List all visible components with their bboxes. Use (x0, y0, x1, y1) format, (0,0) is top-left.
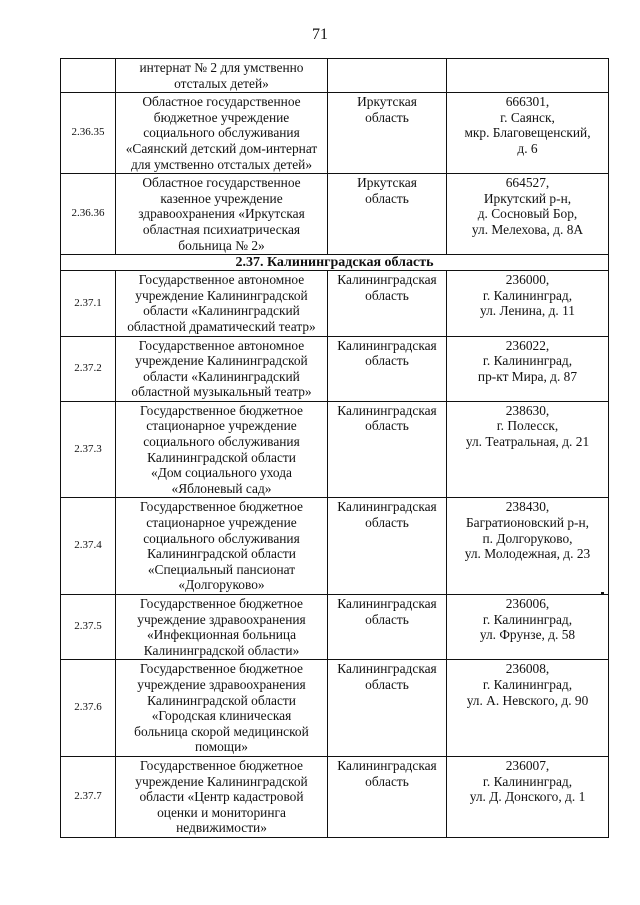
name-line: областной музыкальный театр» (131, 384, 312, 400)
institution-name-cell (116, 93, 328, 174)
address-line: ул. Д. Донского, д. 1 (469, 789, 586, 805)
row-number: 2.37.7 (61, 756, 116, 837)
region-line: Иркутская (357, 94, 417, 110)
name-line: Государственное бюджетное (140, 499, 303, 515)
region-line: Калининградская (337, 272, 437, 288)
name-line: «Инфекционная больница (146, 627, 297, 643)
name-line: помощи» (195, 739, 248, 755)
row-number: 2.36.36 (61, 174, 116, 255)
address-cell (447, 59, 609, 93)
address-line: г. Саянск, (500, 109, 555, 125)
address-cell (447, 174, 609, 255)
region-cell (328, 756, 447, 837)
region-line: Калининградская (337, 499, 437, 515)
name-line: Государственное бюджетное (140, 757, 303, 773)
address-line: ул. Мелехова, д. 8А (471, 221, 584, 237)
name-line: области «Калининградский (143, 368, 300, 384)
region-line: область (365, 353, 409, 369)
address-line: 236007, (505, 757, 550, 773)
address-cell (447, 756, 609, 837)
region-line: область (365, 676, 409, 692)
name-line: «Городская клиническая (151, 708, 292, 724)
name-line: Калининградской области (147, 546, 296, 562)
row-number (61, 59, 116, 93)
region-line: Калининградская (337, 402, 437, 418)
name-line: бюджетное учреждение (153, 109, 290, 125)
table-row (61, 498, 609, 595)
table-row (61, 336, 609, 401)
rows-before-section (61, 59, 609, 255)
address-line: 238430, (505, 499, 550, 515)
row-number: 2.37.1 (61, 271, 116, 336)
table-row (61, 59, 609, 93)
name-line: казенное учреждение (160, 190, 283, 206)
row-number: 2.36.35 (61, 93, 116, 174)
address-line: г. Калининград, (482, 773, 573, 789)
region-line: область (365, 515, 409, 531)
name-line: учреждение Калининградской (135, 287, 308, 303)
name-line: Государственное бюджетное (140, 402, 303, 418)
address-line: 236006, (505, 596, 550, 611)
name-line: Калининградской области (147, 449, 296, 465)
name-line: отсталых детей» (174, 75, 269, 91)
table-row (61, 174, 609, 255)
row-number: 2.37.3 (61, 401, 116, 498)
page-number: 71 (312, 26, 328, 43)
address-line: г. Калининград, (482, 287, 573, 303)
address-line: 236022, (505, 337, 550, 353)
name-line: для умственно отсталых детей» (130, 156, 313, 172)
name-line: областной драматический театр» (127, 318, 316, 334)
address-line: ул. Фрунзе, д. 58 (479, 627, 576, 643)
section-title: 2.37. Калининградская область (61, 255, 609, 271)
region-cell (328, 174, 447, 255)
table-row (61, 756, 609, 837)
row-number: 2.37.4 (61, 498, 116, 595)
address-cell (447, 336, 609, 401)
region-line: Калининградская (337, 596, 437, 611)
region-line: область (365, 287, 409, 303)
region-cell (328, 595, 447, 660)
address-line: пр-кт Мира, д. 87 (477, 368, 578, 384)
region-cell (328, 336, 447, 401)
address-line: 238630, (505, 402, 550, 418)
address-line: г. Калининград, (482, 676, 573, 692)
name-line: стационарное учреждение (146, 418, 297, 434)
margin-mark (601, 592, 604, 594)
section-title-row (61, 255, 609, 271)
region-line: область (365, 611, 409, 627)
name-line: оценки и мониторинга (157, 804, 286, 820)
region-line: Иркутская (357, 175, 417, 191)
table-row (61, 660, 609, 757)
name-line: социального обслуживания (143, 530, 300, 546)
name-line: области «Калининградский (143, 303, 300, 319)
address-line: д. Сосновый Бор, (477, 206, 578, 222)
name-line: учреждение здравоохранения (137, 611, 306, 627)
region-line: Калининградская (337, 661, 437, 677)
name-line: Областное государственное (142, 175, 301, 191)
address-cell (447, 401, 609, 498)
address-line: Багратионовский р-н, (465, 515, 590, 531)
section-header (61, 255, 609, 271)
row-number: 2.37.2 (61, 336, 116, 401)
name-line: Калининградской области (147, 692, 296, 708)
name-line: учреждение Калининградской (135, 773, 308, 789)
address-cell (447, 271, 609, 336)
institution-name-cell (116, 336, 328, 401)
address-cell (447, 660, 609, 757)
name-line: «Саянский детский дом-интернат (125, 140, 318, 156)
address-line: ул. А. Невского, д. 90 (466, 692, 589, 708)
institution-name-cell (116, 401, 328, 498)
row-number: 2.37.5 (61, 595, 116, 660)
address-line: п. Долгоруково, (482, 530, 573, 546)
address-line: д. 6 (517, 140, 538, 156)
name-line: учреждение Калининградской (135, 353, 308, 369)
name-line: «Долгоруково» (178, 577, 265, 593)
name-line: учреждение здравоохранения (137, 676, 306, 692)
name-line: «Яблоневый сад» (171, 480, 272, 496)
institution-name-cell (116, 595, 328, 660)
table-row (61, 595, 609, 660)
address-line: 664527, (505, 175, 550, 191)
region-cell (328, 498, 447, 595)
institution-name-cell (116, 271, 328, 336)
region-cell (328, 59, 447, 93)
name-line: областная психиатрическая (142, 221, 301, 237)
region-cell (328, 271, 447, 336)
name-line: интернат № 2 для умственно (139, 60, 304, 75)
address-cell (447, 595, 609, 660)
region-cell (328, 401, 447, 498)
address-line: г. Калининград, (482, 611, 573, 627)
name-line: «Дом социального ухода (151, 465, 292, 481)
name-line: социального обслуживания (143, 434, 300, 450)
address-line: 236000, (505, 272, 550, 288)
region-line: область (365, 190, 409, 206)
institution-name-cell (116, 59, 328, 93)
address-cell (447, 93, 609, 174)
name-line: стационарное учреждение (146, 515, 297, 531)
table-row (61, 401, 609, 498)
name-line: Государственное бюджетное (140, 661, 303, 677)
address-line: г. Полесск, (496, 418, 559, 434)
address-line: мкр. Благовещенский, (464, 125, 591, 141)
region-cell (328, 660, 447, 757)
region-line: Калининградская (337, 337, 437, 353)
name-line: недвижимости» (176, 820, 267, 836)
region-line: область (365, 109, 409, 125)
rows-after-section (61, 271, 609, 838)
address-line: ул. Ленина, д. 11 (480, 303, 575, 319)
address-cell (447, 498, 609, 595)
address-line: 666301, (505, 94, 550, 110)
name-line: здравоохранения «Иркутская (138, 206, 305, 222)
row-number: 2.37.6 (61, 660, 116, 757)
name-line: области «Центр кадастровой (139, 789, 304, 805)
institution-name-cell (116, 498, 328, 595)
address-line: ул. Театральная, д. 21 (465, 434, 590, 450)
address-line: г. Калининград, (482, 353, 573, 369)
name-line: больница скорой медицинской (134, 723, 309, 739)
address-line: ул. Молодежная, д. 23 (464, 546, 591, 562)
name-line: Государственное автономное (138, 337, 305, 353)
institution-name-cell (116, 660, 328, 757)
institution-name-cell (116, 756, 328, 837)
region-line: Калининградская (337, 757, 437, 773)
name-line: Областное государственное (142, 94, 301, 110)
name-line: социального обслуживания (143, 125, 300, 141)
name-line: больница № 2» (178, 237, 265, 253)
address-line: 236008, (505, 661, 550, 677)
name-line: Государственное бюджетное (140, 596, 303, 611)
region-line: область (365, 418, 409, 434)
name-line: «Специальный пансионат (147, 561, 296, 577)
name-line: Калининградской области» (143, 642, 300, 658)
address-line: Иркутский р-н, (483, 190, 572, 206)
region-line: область (365, 773, 409, 789)
institutions-table (60, 58, 609, 838)
name-line: Государственное автономное (138, 272, 305, 288)
region-cell (328, 93, 447, 174)
table-row (61, 93, 609, 174)
table-row (61, 271, 609, 336)
institution-name-cell (116, 174, 328, 255)
